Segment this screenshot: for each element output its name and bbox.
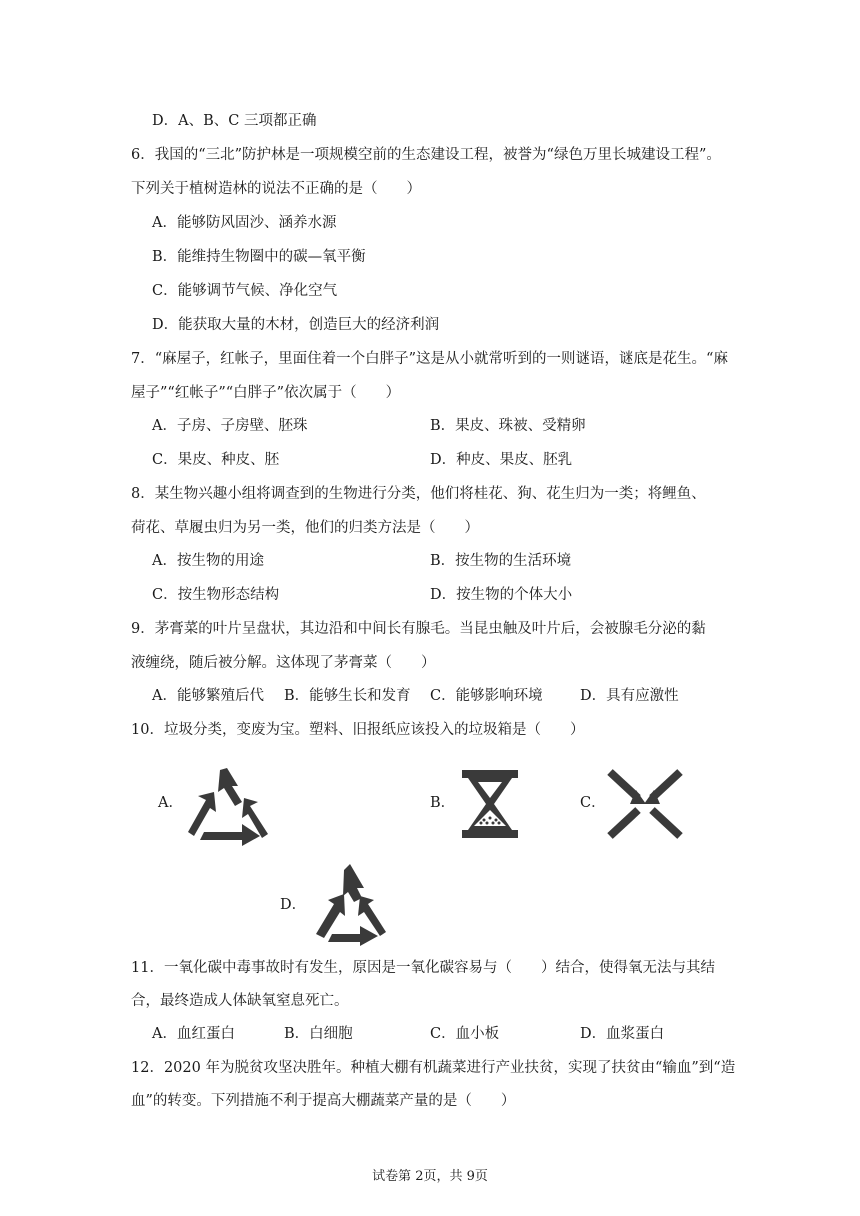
- q10-option-a-label: A．: [158, 795, 183, 811]
- q9-option-b: B．能够生长和发育: [284, 688, 411, 704]
- triangle-arrows-icon: [310, 860, 390, 946]
- hourglass-icon: [460, 768, 520, 840]
- q11-option-a: A．血红蛋白: [152, 1026, 235, 1042]
- q11-stem-line1: 11．一氧化碳中毒事故时有发生，原因是一氧化碳容易与（ ）结合，使得氧无法与其结: [131, 960, 715, 976]
- q5-option-d: D．A、B、C 三项都正确: [152, 113, 317, 129]
- q7-stem-line2: 屋子”“红帐子”“白胖子”依次属于（ ）: [131, 385, 401, 401]
- q7-option-b: B．果皮、珠被、受精卵: [430, 418, 586, 434]
- crossed-arrows-icon: [606, 768, 684, 840]
- q11-option-d: D．血浆蛋白: [580, 1026, 665, 1042]
- q9-option-c: C．能够影响环境: [430, 688, 543, 704]
- q8-option-a: A．按生物的用途: [152, 553, 264, 569]
- page-footer: 试卷第 2页，共 9页: [372, 1169, 488, 1184]
- q7-option-d: D．种皮、果皮、胚乳: [430, 452, 573, 468]
- q10-stem-line1: 10．垃圾分类，变废为宝。塑料、旧报纸应该投入的垃圾箱是（ ）: [131, 722, 585, 738]
- q11-option-b: B．白细胞: [284, 1026, 353, 1042]
- q8-option-b: B．按生物的生活环境: [430, 553, 572, 569]
- recycle-icon: [180, 762, 275, 847]
- q8-option-d: D．按生物的个体大小: [430, 587, 573, 603]
- q9-stem-line2: 液缠绕，随后被分解。这体现了茅膏菜（ ）: [131, 655, 436, 671]
- q6-stem-line2: 下列关于植树造林的说法不正确的是（ ）: [131, 181, 421, 197]
- q9-option-a: A．能够繁殖后代: [152, 688, 264, 704]
- q10-option-b-label: B．: [430, 795, 456, 811]
- q6-option-a: A．能够防风固沙、涵养水源: [152, 215, 337, 231]
- q7-option-a: A．子房、子房壁、胚珠: [152, 418, 308, 434]
- q12-stem-line1: 12．2020 年为脱贫攻坚决胜年。种植大棚有机蔬菜进行产业扶贫，实现了扶贫由“输血”到“造: [131, 1060, 736, 1076]
- q9-option-d: D．具有应激性: [580, 688, 679, 704]
- q6-option-d: D．能获取大量的木材，创造巨大的经济利润: [152, 317, 440, 333]
- q8-stem-line1: 8．某生物兴趣小组将调查到的生物进行分类，他们将桂花、狗、花生归为一类；将鲤鱼、: [131, 486, 706, 502]
- q7-option-c: C．果皮、种皮、胚: [152, 452, 280, 468]
- q8-option-c: C．按生物形态结构: [152, 587, 280, 603]
- q8-stem-line2: 荷花、草履虫归为另一类，他们的归类方法是（ ）: [131, 520, 479, 536]
- q6-option-b: B．能维持生物圈中的碳—氧平衡: [152, 249, 366, 265]
- q6-stem-line1: 6．我国的“三北”防护林是一项规模空前的生态建设工程，被誉为“绿色万里长城建设工程”。: [131, 147, 721, 163]
- q12-stem-line2: 血”的转变。下列措施不利于提高大棚蔬菜产量的是（ ）: [131, 1093, 516, 1109]
- q11-stem-line2: 合，最终造成人体缺氧窒息死亡。: [131, 993, 349, 1009]
- q10-option-d-label: D．: [280, 897, 307, 913]
- q11-option-c: C．血小板: [430, 1026, 500, 1042]
- q7-stem-line1: 7．“麻屋子，红帐子，里面住着一个白胖子”这是从小就常听到的一则谜语，谜底是花生。“麻: [131, 351, 728, 367]
- q6-option-c: C．能够调节气候、净化空气: [152, 283, 338, 299]
- q9-stem-line1: 9．茅膏菜的叶片呈盘状，其边沿和中间长有腺毛。当昆虫触及叶片后，会被腺毛分泌的黏: [131, 621, 706, 637]
- q10-option-c-label: C．: [580, 795, 606, 811]
